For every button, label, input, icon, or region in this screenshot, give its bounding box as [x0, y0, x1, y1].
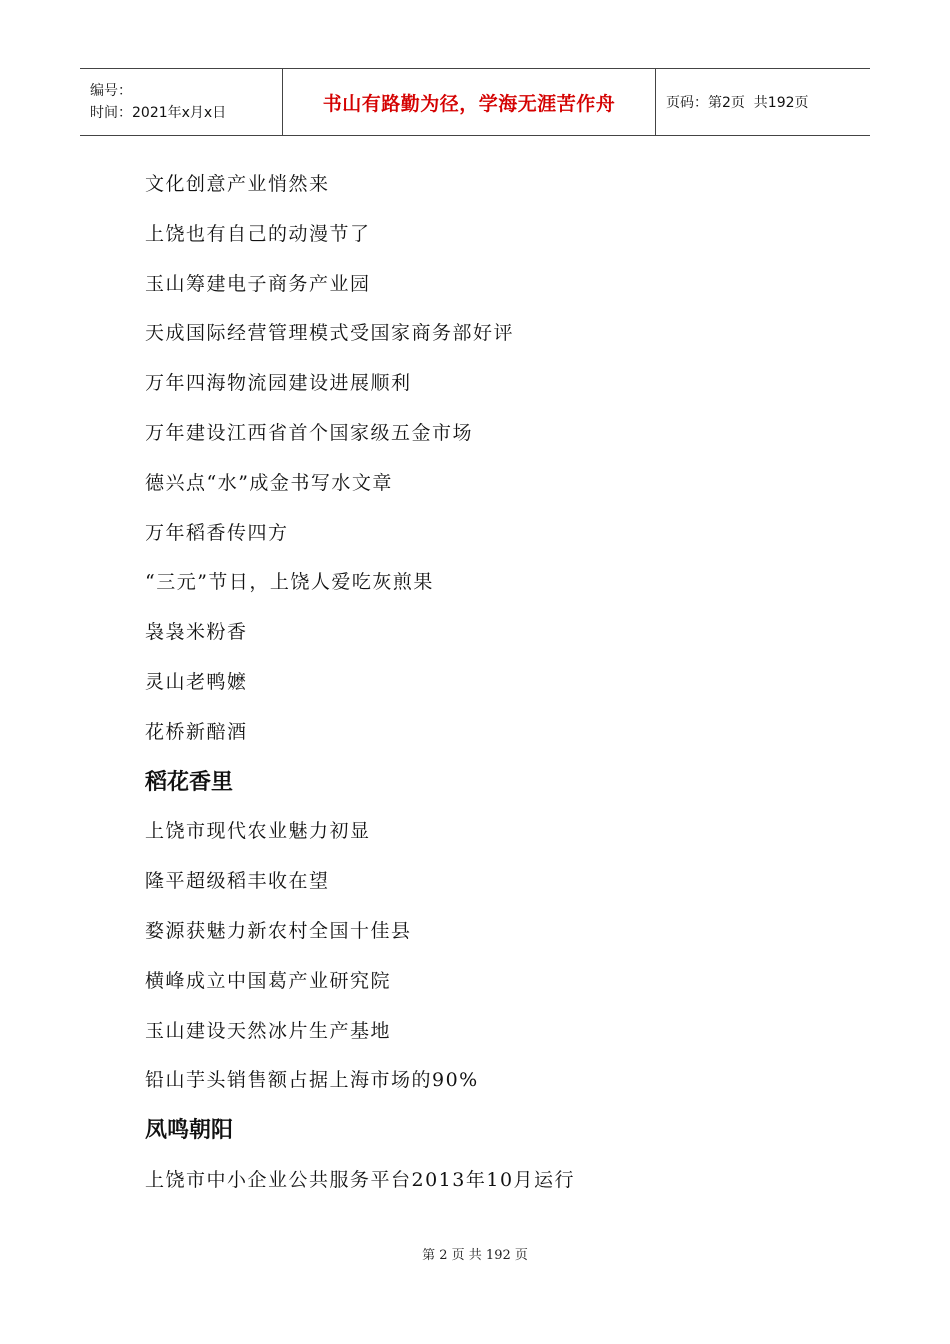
page-header — [80, 68, 870, 136]
section-heading: 稻花香里 — [145, 769, 234, 795]
header-page-info: 页码：第2页 共192页 — [666, 95, 809, 111]
motto: 书山有路勤为径，学海无涯苦作舟 — [322, 92, 616, 115]
article-title: 万年建设江西省首个国家级五金市场 — [145, 421, 474, 444]
article-title: 上饶市中小企业公共服务平台2013年10月运行 — [145, 1168, 576, 1191]
section-heading: 凤鸣朝阳 — [145, 1118, 234, 1144]
article-title: 玉山建设天然冰片生产基地 — [145, 1019, 392, 1042]
article-title: 万年四海物流园建设进展顺利 — [145, 372, 412, 395]
document-body — [145, 160, 865, 1206]
article-title: 玉山筹建电子商务产业园 — [145, 272, 371, 295]
article-title: 婺源获魅力新农村全国十佳县 — [145, 919, 412, 942]
article-title: 铅山芋头销售额占据上海市场的90% — [145, 1069, 479, 1092]
article-title: 隆平超级稻丰收在望 — [145, 870, 330, 893]
time-label: 时间：2021年x月x日 — [90, 105, 227, 121]
article-title: 天成国际经营管理模式受国家商务部好评 — [145, 322, 515, 345]
article-title: 德兴点“水”成金书写水文章 — [145, 471, 393, 494]
article-title: 花桥新醅酒 — [145, 720, 248, 743]
header-motto-cell — [282, 69, 656, 135]
header-meta — [80, 69, 282, 135]
article-title: 横峰成立中国葛产业研究院 — [145, 969, 392, 992]
article-title: 万年稻香传四方 — [145, 521, 289, 544]
article-title: 上饶也有自己的动漫节了 — [145, 222, 371, 245]
article-title: 袅袅米粉香 — [145, 621, 248, 644]
article-title: 灵山老鸭嬷 — [145, 670, 248, 693]
page-footer: 第 2 页 共 192 页 — [422, 1248, 528, 1263]
article-title: 上饶市现代农业魅力初显 — [145, 820, 371, 843]
article-title: 文化创意产业悄然来 — [145, 173, 330, 195]
number-label: 编号： — [90, 83, 132, 99]
article-title: “三元”节日，上饶人爱吃灰煎果 — [145, 571, 434, 594]
